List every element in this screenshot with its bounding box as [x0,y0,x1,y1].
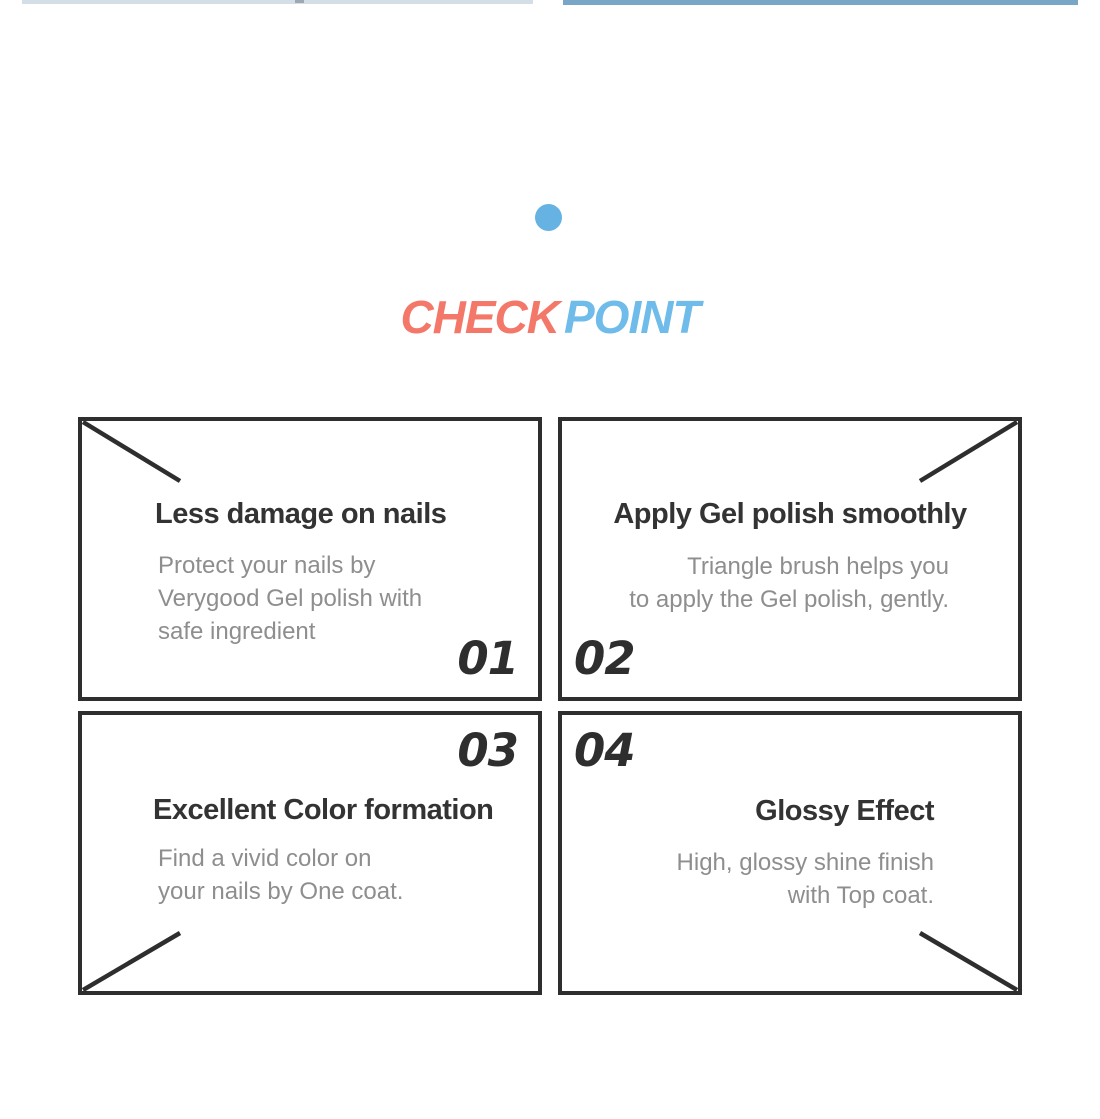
checkpoint-card-1 [78,417,542,701]
corner-diagonal-icon [918,929,1018,991]
card-description [629,550,949,616]
card-title: Glossy Effect [755,795,934,827]
card-number-badge: 04 [574,724,635,777]
section-title [0,293,1100,341]
card-description-line: to apply the Gel polish, gently. [629,586,949,613]
card-description-line: Triangle brush helps you [687,553,949,580]
card-description-line: with Top coat. [787,882,934,909]
checkpoint-grid [78,417,1022,995]
card-number-badge: 01 [457,632,518,685]
top-bar-mark [295,0,304,3]
card-description-line: Protect your nails by [158,552,376,579]
card-description [158,549,422,648]
section-title-point: POINT [564,291,700,343]
checkpoint-card-2 [558,417,1022,701]
card-description [677,846,934,912]
checkpoint-card-3 [78,711,542,995]
corner-diagonal-icon [82,929,182,991]
card-number-badge: 02 [574,632,635,685]
top-bar-right [563,0,1078,5]
card-title: Excellent Color formation [153,794,494,826]
card-title: Apply Gel polish smoothly [613,498,967,530]
corner-diagonal-icon [918,421,1018,483]
card-description-line: your nails by One coat. [158,878,404,905]
card-description-line: Find a vivid color on [158,845,372,872]
card-description-line: safe ingredient [158,618,316,645]
card-description-line: Verygood Gel polish with [158,585,423,612]
section-dot-icon [535,204,562,231]
section-title-check: CHECK [400,291,559,343]
card-description-line: High, glossy shine finish [676,849,934,876]
card-description [158,842,403,908]
card-number-badge: 03 [457,724,518,777]
corner-diagonal-icon [82,421,182,483]
top-bar-left [22,0,533,4]
checkpoint-card-4 [558,711,1022,995]
card-title: Less damage on nails [155,498,447,530]
